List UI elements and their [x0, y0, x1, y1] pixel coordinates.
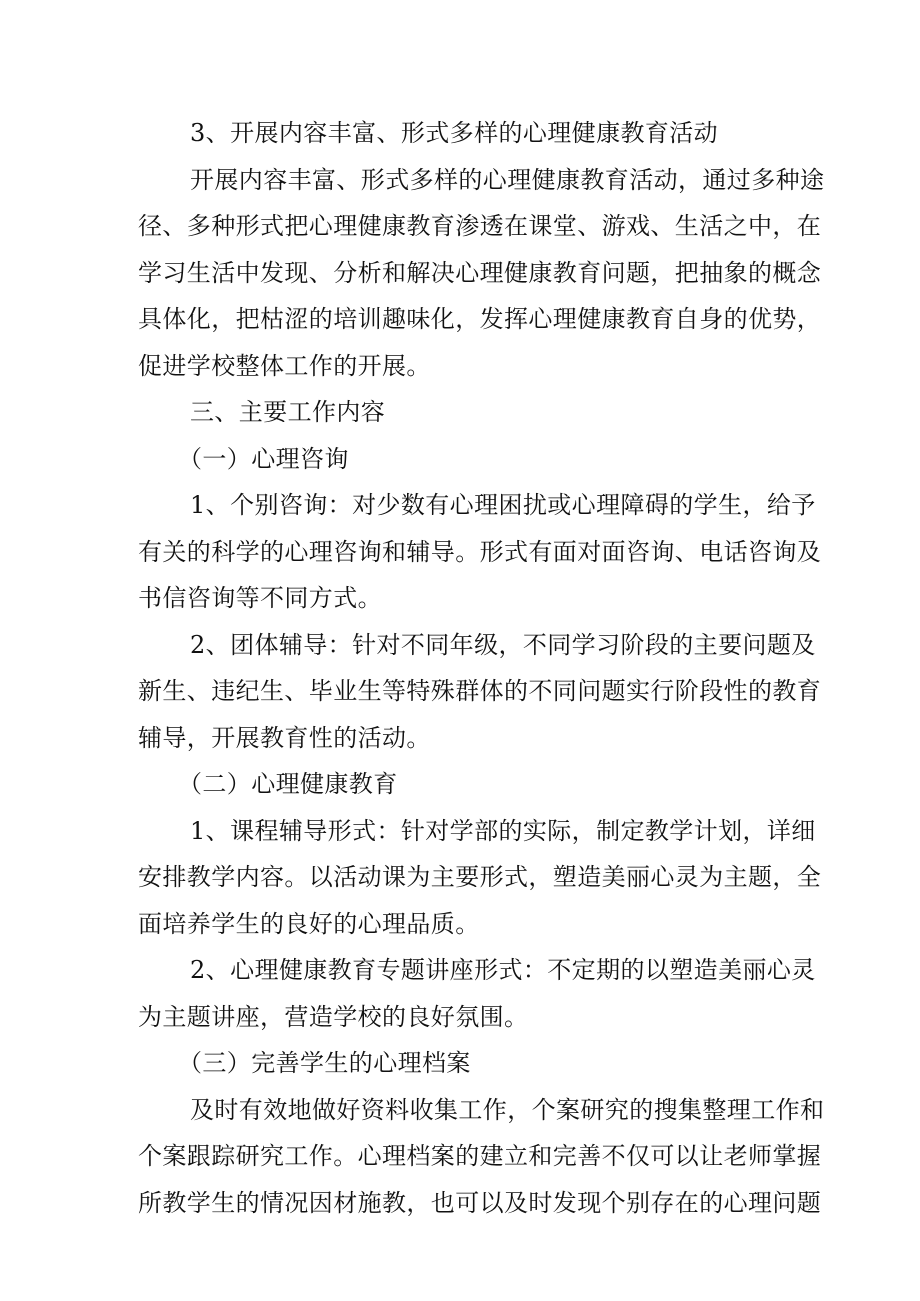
paragraph-line: 新生、违纪生、毕业生等特殊群体的不同问题实行阶段性的教育 [138, 677, 822, 705]
document-page [138, 110, 825, 1226]
paragraph-line: 有关的科学的心理咨询和辅导。形式有面对面咨询、电话咨询及 [138, 537, 822, 566]
paragraph-line: 及时有效地做好资料收集工作，个案研究的搜集整理工作和 [190, 1095, 825, 1124]
paragraph-line: 促进学校整体工作的开展。 [138, 351, 431, 380]
paragraph-line: 具体化，把枯涩的培训趣味化，发挥心理健康教育自身的优势， [138, 305, 822, 333]
section-heading: （二）心理健康教育 [178, 770, 398, 798]
paragraph-line: 书信咨询等不同方式。 [138, 584, 382, 612]
section-heading: （三）完善学生的心理档案 [178, 1049, 471, 1077]
paragraph-line: 个案跟踪研究工作。心理档案的建立和完善不仅可以让老师掌握 [138, 1142, 822, 1170]
section-heading: 三、主要工作内容 [190, 398, 386, 426]
section-heading: 3、开展内容丰富、形式多样的心理健康教育活动 [190, 119, 719, 147]
paragraph-line: 2、团体辅导：针对不同年级，不同学习阶段的主要问题及 [190, 630, 816, 659]
paragraph-line: 1、课程辅导形式：针对学部的实际，制定教学计划，详细 [190, 816, 816, 845]
paragraph-line: 所教学生的情况因材施教，也可以及时发现个别存在的心理问题 [138, 1188, 822, 1217]
paragraph-line: 径、多种形式把心理健康教育渗透在课堂、游戏、生活之中，在 [138, 212, 822, 240]
paragraph-line: 学习生活中发现、分析和解决心理健康教育问题，把抽象的概念 [138, 258, 822, 287]
paragraph-line: 辅导，开展教育性的活动。 [138, 723, 431, 752]
paragraph-line: 面培养学生的良好的心理品质。 [138, 909, 480, 938]
paragraph-line: 开展内容丰富、形式多样的心理健康教育活动，通过多种途 [190, 165, 825, 194]
paragraph-line: 安排教学内容。以活动课为主要形式，塑造美丽心灵为主题，全 [138, 863, 822, 891]
paragraph-line: 1、个别咨询：对少数有心理困扰或心理障碍的学生，给予 [190, 491, 816, 519]
section-heading: （一）心理咨询 [178, 444, 349, 473]
paragraph-line: 2、心理健康教育专题讲座形式：不定期的以塑造美丽心灵 [190, 956, 816, 984]
paragraph-line: 为主题讲座，营造学校的良好氛围。 [138, 1002, 529, 1031]
